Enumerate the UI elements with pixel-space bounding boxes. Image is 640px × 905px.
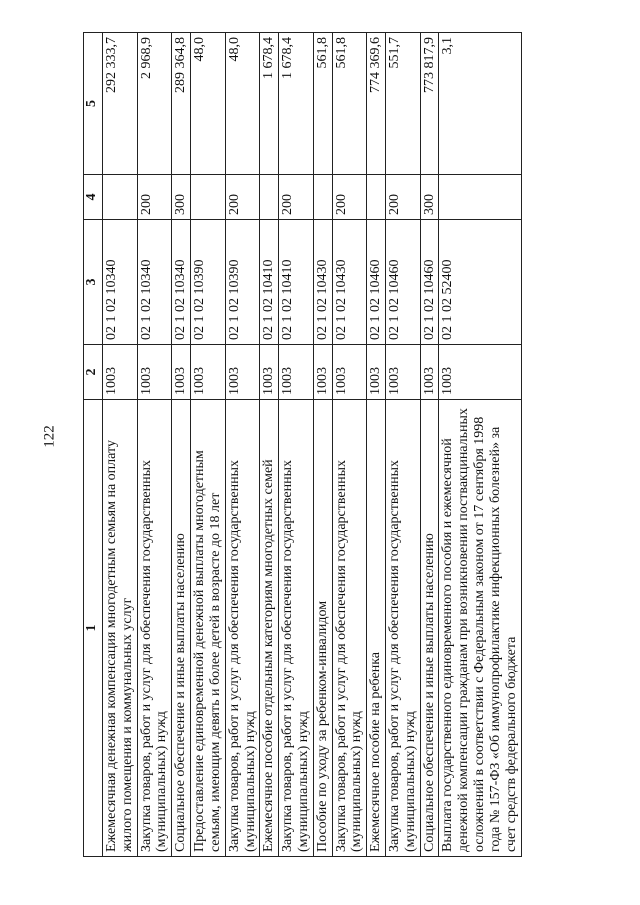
row-amount: 551,7 [386,33,421,175]
row-target-code: 02 1 02 10460 [386,220,421,345]
row-amount: 292 333,7 [103,33,138,175]
row-section-code: 1003 [225,345,260,400]
row-name: Закупка товаров, работ и услуг для обеспечения государственных (муниципальных) нужд [332,400,367,857]
row-name: Ежемесячное пособие отдельным категориям многодетных семей [260,400,279,857]
header-col-2: 2 [84,345,103,400]
row-amount: 289 364,8 [172,33,191,175]
row-expense-type: 300 [420,175,439,220]
row-target-code: 02 1 02 10340 [172,220,191,345]
row-amount: 561,8 [313,33,332,175]
row-expense-type: 200 [386,175,421,220]
row-name: Социальное обеспечение и иные выплаты населению [420,400,439,857]
table-row [172,33,191,857]
row-amount: 1 678,4 [260,33,279,175]
row-expense-type [191,175,226,220]
row-name: Социальное обеспечение и иные выплаты населению [172,400,191,857]
row-target-code: 02 1 02 10460 [420,220,439,345]
row-target-code: 02 1 02 10430 [332,220,367,345]
row-target-code: 02 1 02 10340 [103,220,138,345]
table-row [103,33,138,857]
row-amount: 48,0 [191,33,226,175]
row-expense-type: 200 [137,175,172,220]
row-section-code: 1003 [191,345,226,400]
row-amount: 1 678,4 [279,33,314,175]
row-target-code: 02 1 02 10410 [279,220,314,345]
row-expense-type [260,175,279,220]
row-section-code: 1003 [279,345,314,400]
table-header-row [84,33,103,857]
row-amount: 561,8 [332,33,367,175]
row-section-code: 1003 [260,345,279,400]
row-expense-type [367,175,386,220]
header-col-4: 4 [84,175,103,220]
row-name: Предоставление единовременной денежной выплаты многодетным семьям, имеющим девять и более детей в возрасте до 18 лет [191,400,226,857]
row-amount: 774 369,6 [367,33,386,175]
page-number: 122 [41,425,58,448]
table-row [260,33,279,857]
rotated-page-content [83,33,519,857]
row-target-code: 02 1 02 10390 [191,220,226,345]
row-name: Закупка товаров, работ и услуг для обеспечения государственных (муниципальных) нужд [225,400,260,857]
table-row [420,33,439,857]
row-target-code: 02 1 02 10340 [137,220,172,345]
table-row [313,33,332,857]
row-target-code: 02 1 02 52400 [439,220,521,345]
table-row [191,33,226,857]
header-col-3: 3 [84,220,103,345]
row-section-code: 1003 [313,345,332,400]
table-row [439,33,521,857]
table-row [367,33,386,857]
row-amount: 773 817,9 [420,33,439,175]
row-amount: 48,0 [225,33,260,175]
row-section-code: 1003 [439,345,521,400]
row-target-code: 02 1 02 10390 [225,220,260,345]
row-name: Ежемесячное пособие на ребенка [367,400,386,857]
header-col-1: 1 [84,400,103,857]
table-row [279,33,314,857]
table-row [225,33,260,857]
row-section-code: 1003 [103,345,138,400]
row-section-code: 1003 [172,345,191,400]
table-row [386,33,421,857]
row-expense-type [439,175,521,220]
row-section-code: 1003 [367,345,386,400]
row-target-code: 02 1 02 10410 [260,220,279,345]
row-expense-type: 200 [332,175,367,220]
row-name: Закупка товаров, работ и услуг для обеспечения государственных (муниципальных) нужд [386,400,421,857]
row-name: Пособие по уходу за ребенком-инвалидом [313,400,332,857]
row-target-code: 02 1 02 10460 [367,220,386,345]
row-name: Закупка товаров, работ и услуг для обеспечения государственных (муниципальных) нужд [137,400,172,857]
row-section-code: 1003 [420,345,439,400]
row-name: Закупка товаров, работ и услуг для обеспечения государственных (муниципальных) нужд [279,400,314,857]
table-row [137,33,172,857]
row-expense-type: 200 [279,175,314,220]
row-expense-type [313,175,332,220]
row-name: Выплата государственного единовременного пособия и ежемесячной денежной компенсации гражданам при возникновении поствакцинальных осложнений в соответствии с Федеральным законом от 17 сентября 1998 года № 157-ФЗ «Об иммунопрофилактике инфекционных болезней» за счет средств федерального бюджета [439,400,521,857]
row-section-code: 1003 [386,345,421,400]
row-expense-type: 200 [225,175,260,220]
row-amount: 3,1 [439,33,521,175]
row-section-code: 1003 [137,345,172,400]
header-col-5: 5 [84,33,103,175]
row-amount: 2 968,9 [137,33,172,175]
row-target-code: 02 1 02 10430 [313,220,332,345]
row-expense-type [103,175,138,220]
row-section-code: 1003 [332,345,367,400]
row-expense-type: 300 [172,175,191,220]
budget-table [83,32,522,857]
table-row [332,33,367,857]
row-name: Ежемесячная денежная компенсация многодетным семьям на оплату жилого помещения и коммунальных услуг [103,400,138,857]
